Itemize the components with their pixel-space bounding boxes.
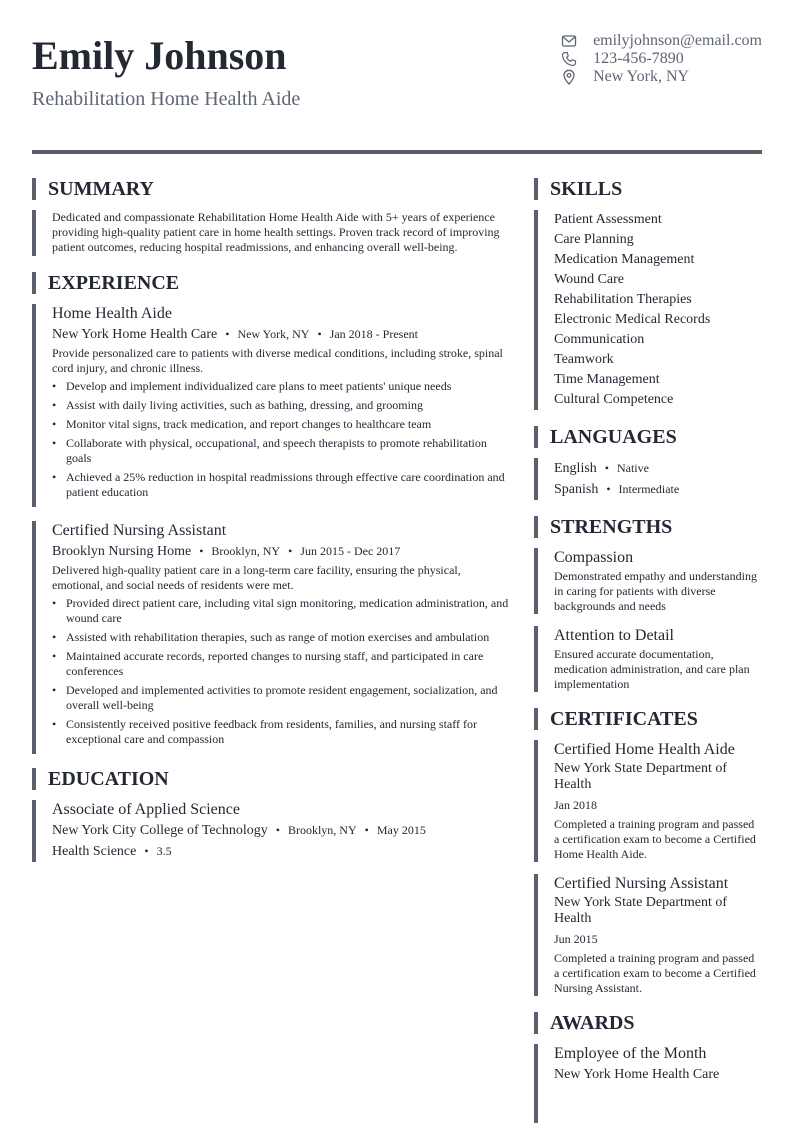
- certificate-item: [534, 874, 762, 996]
- job-bullet: • Assisted with rehabilitation therapies, such as range of motion exercises and ambulation: [52, 630, 512, 645]
- skill-item: Electronic Medical Records: [554, 312, 711, 327]
- job-dates: Jun 2015 - Dec 2017: [300, 544, 401, 558]
- certificates-heading: CERTIFICATES: [534, 708, 762, 730]
- school-name: New York City College of Technology: [52, 823, 268, 838]
- job-meta: [52, 324, 512, 345]
- skill-item: Rehabilitation Therapies: [554, 292, 692, 307]
- phone-text: 123-456-7890: [593, 50, 684, 67]
- candidate-title: Rehabilitation Home Health Aide: [32, 88, 301, 110]
- job-bullet: • Provided direct patient care, including vital sign monitoring, medication administration, and wound care: [52, 596, 512, 626]
- strength-title: Attention to Detail: [554, 627, 674, 644]
- education-entry: [32, 800, 512, 862]
- envelope-icon: [561, 33, 577, 49]
- separator-dot: •: [317, 327, 322, 341]
- skill-item: Patient Assessment: [554, 212, 662, 227]
- job-location: Brooklyn, NY: [211, 544, 281, 558]
- separator-dot: •: [199, 544, 204, 558]
- resume-header: [32, 32, 762, 122]
- field-of-study: Health Science: [52, 844, 137, 859]
- job-dates: Jan 2018 - Present: [329, 327, 418, 341]
- graduation-date: May 2015: [376, 823, 426, 837]
- job-company: New York Home Health Care: [52, 327, 218, 342]
- skill-item: Care Planning: [554, 232, 634, 247]
- strengths-heading: STRENGTHS: [534, 516, 762, 538]
- skill-item: Teamwork: [554, 352, 614, 367]
- strength-title: Compassion: [554, 549, 634, 566]
- skill-item: Cultural Competence: [554, 392, 674, 407]
- email-text: emilyjohnson@email.com: [593, 32, 762, 49]
- skills-heading: SKILLS: [534, 178, 762, 200]
- strength-item: [534, 626, 762, 692]
- phone-icon: [561, 51, 577, 67]
- strength-description: Ensured accurate documentation, medication administration, and care plan implementation: [554, 647, 750, 691]
- separator-dot: •: [604, 461, 609, 475]
- job-meta: [52, 541, 512, 562]
- skill-item: Wound Care: [554, 272, 625, 287]
- job-title: Home Health Aide: [52, 305, 172, 322]
- award-title: Employee of the Month: [554, 1045, 707, 1062]
- contact-phone[interactable]: [561, 50, 762, 68]
- contact-info: [561, 32, 762, 86]
- certificate-date: Jan 2018: [554, 798, 597, 812]
- job-company: Brooklyn Nursing Home: [52, 544, 192, 559]
- contact-email[interactable]: [561, 32, 762, 50]
- education-meta: [52, 820, 512, 841]
- skill-item: Communication: [554, 332, 645, 347]
- separator-dot: •: [144, 844, 149, 858]
- education-heading: EDUCATION: [32, 768, 512, 790]
- degree: Associate of Applied Science: [52, 801, 240, 818]
- job-bullets: [52, 596, 512, 747]
- job-bullet: • Monitor vital signs, track medication, and report changes to healthcare team: [52, 417, 512, 432]
- summary-heading: SUMMARY: [32, 178, 512, 200]
- award-org: New York Home Health Care: [554, 1067, 720, 1082]
- job-bullet: • Develop and implement individualized care plans to meet patients' unique needs: [52, 379, 512, 394]
- language-level: Native: [616, 461, 649, 475]
- award-item: [534, 1044, 762, 1123]
- awards-heading: AWARDS: [534, 1012, 762, 1034]
- certificate-title: Certified Nursing Assistant: [554, 875, 729, 892]
- school-location: Brooklyn, NY: [287, 823, 357, 837]
- skill-item: Medication Management: [554, 252, 695, 267]
- location-text: New York, NY: [593, 68, 690, 85]
- contact-location: [561, 68, 762, 86]
- candidate-name: Emily Johnson: [32, 33, 287, 78]
- job-location: New York, NY: [237, 327, 310, 341]
- certificate-org: New York State Department of Health: [554, 895, 728, 926]
- separator-dot: •: [288, 544, 293, 558]
- strength-item: [534, 548, 762, 614]
- languages-section: [534, 458, 762, 500]
- summary-section: [32, 210, 512, 256]
- job-bullet: • Consistently received positive feedback from residents, families, and nursing staff for exceptional care and compassion: [52, 717, 512, 747]
- map-pin-icon: [561, 69, 577, 85]
- gpa: 3.5: [156, 844, 172, 858]
- job-bullet: • Assist with daily living activities, such as bathing, dressing, and grooming: [52, 398, 512, 413]
- skills-section: [534, 210, 762, 410]
- language-item: [554, 458, 762, 479]
- certificate-org: New York State Department of Health: [554, 761, 728, 792]
- right-column: [534, 178, 762, 1123]
- language-level: Intermediate: [618, 482, 680, 496]
- job-entry: [32, 304, 512, 507]
- certificate-description: Completed a training program and passed a certification exam to become a Certified Home Health Aide.: [554, 817, 756, 861]
- education-field-row: [52, 841, 512, 862]
- header-divider: [32, 150, 762, 154]
- left-column: [32, 178, 512, 862]
- job-bullet: • Achieved a 25% reduction in hospital readmissions through effective care coordination and patient education: [52, 470, 512, 500]
- certificate-description: Completed a training program and passed a certification exam to become a Certified Nursing Assistant.: [554, 951, 756, 995]
- experience-heading: EXPERIENCE: [32, 272, 512, 294]
- job-description: Provide personalized care to patients with diverse medical conditions, including stroke, spinal cord injury, and chronic illness.: [52, 346, 503, 375]
- certificate-title: Certified Home Health Aide: [554, 741, 735, 758]
- job-title: Certified Nursing Assistant: [52, 522, 227, 539]
- separator-dot: •: [225, 327, 230, 341]
- certificate-date: Jun 2015: [554, 932, 598, 946]
- job-entry: [32, 521, 512, 754]
- job-bullets: [52, 379, 512, 500]
- strength-description: Demonstrated empathy and understanding in caring for patients with diverse backgrounds and needs: [554, 569, 757, 613]
- separator-dot: •: [364, 823, 369, 837]
- language-name: English: [554, 461, 597, 476]
- separator-dot: •: [606, 482, 611, 496]
- job-description: Delivered high-quality patient care in a long-term care facility, ensuring the physical, emotional, and social needs of residents were met.: [52, 563, 461, 592]
- separator-dot: •: [275, 823, 280, 837]
- language-name: Spanish: [554, 482, 599, 497]
- skill-item: Time Management: [554, 372, 660, 387]
- languages-heading: LANGUAGES: [534, 426, 762, 448]
- summary-text: Dedicated and compassionate Rehabilitation Home Health Aide with 5+ years of experience providing high-quality patient care in home health settings. Proven track record of improving patient outcomes, reducing hospital readmissions, and enhancing overall well-being.: [52, 210, 500, 254]
- job-bullet: • Maintained accurate records, reported changes to nursing staff, and participated in care conferences: [52, 649, 512, 679]
- certificate-item: [534, 740, 762, 862]
- job-bullet: • Collaborate with physical, occupational, and speech therapists to promote rehabilitation goals: [52, 436, 512, 466]
- job-bullet: • Developed and implemented activities to promote resident engagement, socialization, and overall well-being: [52, 683, 512, 713]
- language-item: [554, 479, 762, 500]
